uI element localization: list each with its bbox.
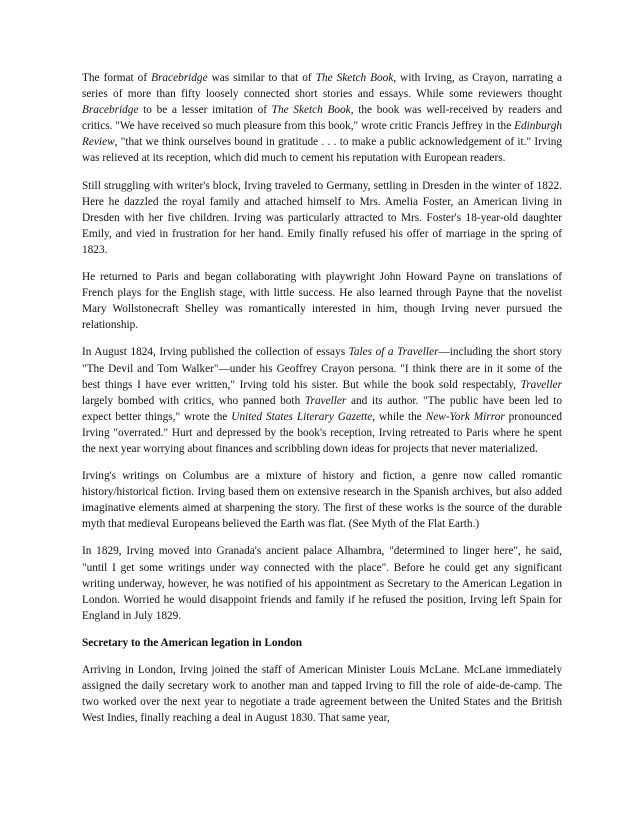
text-run: —including the short story "The Devil and Tom Walker"—under his Geoffrey Crayon persona. "I think there are in it some of the best things I have ever written," Irving told his sister. But while the book sold respectably, xyxy=(82,346,562,391)
text-run: , while the xyxy=(372,410,426,423)
text-run: largely bombed with critics, who panned both xyxy=(82,394,305,407)
paragraph-alhambra: In 1829, Irving moved into Granada's ancient palace Alhambra, "determined to linger here", he said, "until I get some writings under way connected with the place". Before he could get any significant writing underway, however, he was notified of his appointment as Secretary to the American Legation in London. Worried he would disappoint friends and family if he refused the position, Irving left Spain for England in July 1829. xyxy=(82,545,562,622)
text-run: , the book was well-received by readers and critics. "We have received so much pleasure from this book," wrote critic Francis Jeffrey in the xyxy=(82,104,562,133)
text-run: to be a lesser imitation of xyxy=(138,104,272,117)
paragraph-columbus: Irving's writings on Columbus are a mixture of history and fiction, a genre now called romantic history/historical fiction. Irving based them on extensive research in the Spanish archives, but also added imaginative elements aimed at sharpening the story. The first of these works is the source of the durable myth that medieval Europeans believed the Earth was flat. (See Myth of the Flat Earth.) xyxy=(82,470,562,531)
section-heading: Secretary to the American legation in London xyxy=(82,636,303,649)
text-run: In August 1824, Irving published the collection of essays xyxy=(82,346,349,359)
publication-title: United States Literary Gazette xyxy=(231,410,373,423)
text-run: was similar to that of xyxy=(207,72,316,84)
text-run: , with Irving, as Crayon, narrating a series of more than fifty loosely connected short stories and essays. While some reviewers thought xyxy=(82,72,562,101)
book-title: Bracebridge xyxy=(82,104,139,117)
book-title: Traveller xyxy=(520,378,562,391)
publication-title: New-York Mirror xyxy=(425,410,505,423)
paragraph-dresden: Still struggling with writer's block, Irving traveled to Germany, settling in Dresden in the winter of 1822. Here he dazzled the royal family and attached himself to Mrs. Amelia Foster, an American living in Dresden with her five children. Irving was particularly attracted to Mrs. Foster's 18-year-old daughter Emily, and vied in frustration for her hand. Emily finally refused his offer of marriage in the spring of 1823. xyxy=(82,179,562,256)
publication-title: Edinburgh Review xyxy=(82,120,562,149)
text-run: pronounced Irving "overrated." Hurt and depressed by the book's reception, Irving retreated to Paris where he spent the next year worrying about finances and scribbling down ideas for projects that never materialized. xyxy=(82,410,562,455)
paragraph-london: Arriving in London, Irving joined the staff of American Minister Louis McLane. McLane immediately assigned the daily secretary work to another man and tapped Irving to fill the role of aide-de-camp. The two worked over the next year to negotiate a trade agreement between the United States and the British West Indies, finally reaching a deal in August 1830. That same year, xyxy=(82,664,562,725)
paragraph-paris: He returned to Paris and began collaborating with playwright John Howard Payne on translations of French plays for the English stage, with little success. He also learned through Payne that the novelist Mary Wollstonecraft Shelley was romantically interested in him, though Irving never pursued the relationship. xyxy=(82,271,562,332)
book-title: The Sketch Book xyxy=(315,72,394,84)
book-title: Bracebridge xyxy=(151,72,208,84)
paragraph-bracebridge xyxy=(82,70,562,167)
text-run: and its author. "The public have been led to expect better things," wrote the xyxy=(82,394,562,423)
book-title: Traveller xyxy=(304,394,347,407)
book-title: The Sketch Book xyxy=(271,104,351,117)
text-run: The format of xyxy=(82,72,152,84)
text-run: , "that we think ourselves bound in gratitude . . . to make a public acknowledgement of it." Irving was relieved at its reception, which did much to cement his reputation with European readers. xyxy=(82,136,562,165)
paragraph-tales-of-a-traveller xyxy=(82,344,562,457)
book-title: Tales of a Traveller xyxy=(348,346,439,359)
document-page xyxy=(82,70,562,737)
